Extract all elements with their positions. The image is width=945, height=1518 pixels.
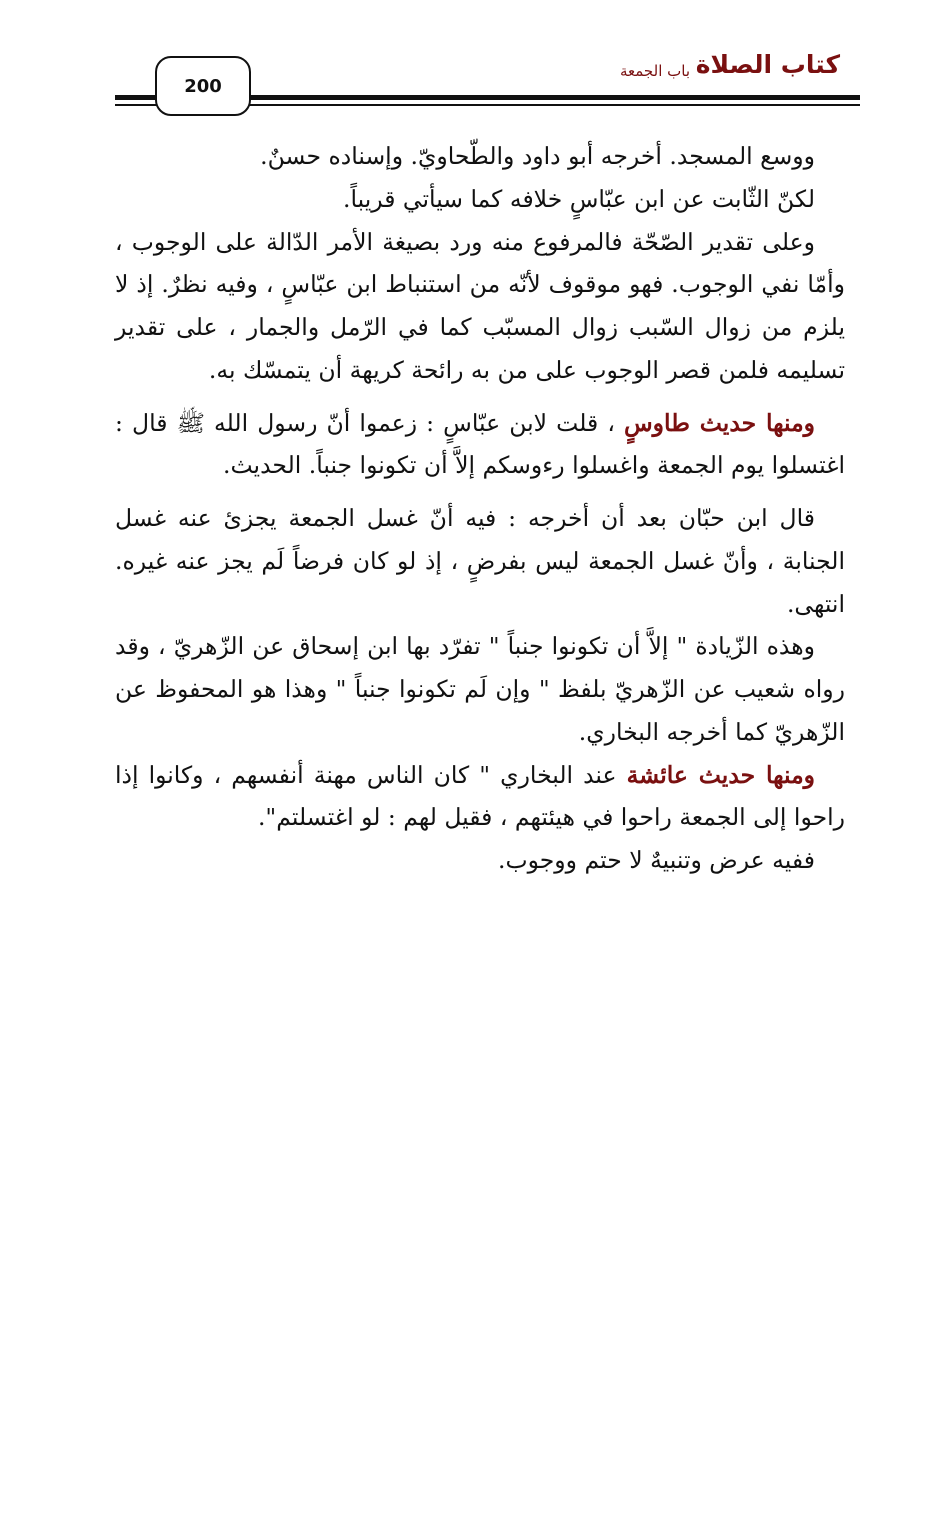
page-number: 200 [184,75,222,97]
paragraph: لكنّ الثّابت عن ابن عبّاسٍ خلافه كما سيأتي قريباً. [342,184,815,213]
hadith-heading: ومنها حديث طاوسٍ [624,408,816,437]
page-body [115,135,845,882]
paragraph: ومنها حديث طاوسٍ ، قلت لابن عبّاسٍ : زعموا أنّ رسول الله ﷺ قال : اغتسلوا يوم الجمعة واغسلوا رءوسكم إلاَّ أن تكونوا جنباً. الحديث. [115,408,845,480]
paragraph: ففيه عرض وتنبيهٌ لا حتم ووجوب. [498,846,815,875]
book-title: كتاب الصلاة [695,50,840,79]
hadith-heading: ومنها حديث عائشة [626,760,816,789]
paragraph: وعلى تقدير الصّحّة فالمرفوع منه ورد بصيغة الأمر الدّالة على الوجوب ، وأمّا نفي الوجوب. فهو موقوف لأنّه من استنباط ابن عبّاسٍ ، وفيه نظرٌ. إذ لا يلزم من زوال السّبب زوال المسبّب كما في الرّمل والجمار ، على تقدير تسليمه فلمن قصر الوجوب على من به رائحة كريهة أن يتمسّك به. [115,227,845,384]
page-number-box [155,56,251,116]
chapter-title: باب الجمعة [619,62,690,80]
paragraph: قال ابن حبّان بعد أن أخرجه : فيه أنّ غسل الجمعة يجزئ عنه غسل الجنابة ، وأنّ غسل الجمعة ليس بفرضٍ ، إذ لو كان فرضاً لَم يجز عنه غيره. انتهى. [115,504,845,618]
paragraph: وهذه الزّيادة " إلاَّ أن تكونوا جنباً " تفرّد بها ابن إسحاق عن الزّهريّ ، وقد رواه شعيب عن الزّهريّ بلفظ " وإن لَم تكونوا جنباً " وهذا هو المحفوظ عن الزّهريّ كما أخرجه البخاري. [115,632,845,746]
page-header [0,0,945,130]
paragraph: ومنها حديث عائشة عند البخاري " كان الناس مهنة أنفسهم ، وكانوا إذا راحوا إلى الجمعة راحوا في هيئتهم ، فقيل لهم : لو اغتسلتم". [115,760,845,832]
paragraph: ووسع المسجد. أخرجه أبو داود والطّحاويّ. وإسناده حسنٌ. [260,142,815,170]
